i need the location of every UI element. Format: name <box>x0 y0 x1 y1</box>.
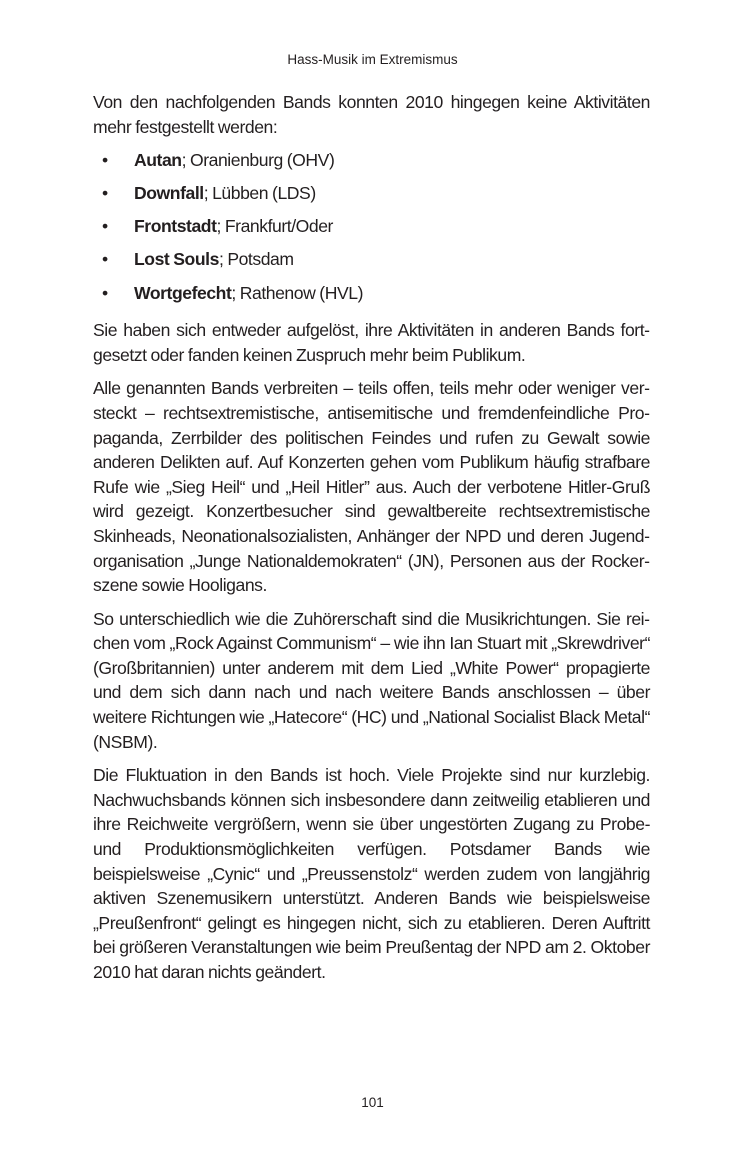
paragraph-music-styles: So unterschiedlich wie die Zuhörerschaft sind die Musikrichtungen. Sie reichen vom „Rock Against Communism“ – wie ihn Ian Stuart mit „Skrewdriver“ (Großbritannien) unter anderem mit dem Lied „White Power“ propagierte und dem sich dann nach und nach weitere Bands anschlossen – über weitere Richtungen wie „Hatecore“ (HC) und „National Socialist Black Metal“ (NSBM). <box>93 608 650 752</box>
paragraph-propaganda: Alle genannten Bands verbreiten – teils offen, teils mehr oder weniger versteckt – rechtsextremistische, antisemitische und fremdenfeindliche Propaganda, Zerrbilder des politischen Feindes und rufen zu Gewalt sowie anderen Delikten auf. Auf Konzerten gehen vom Publikum häufig strafbare Rufe wie „Sieg Heil“ und „Heil Hitler” aus. Auch der verbotene Hitler-Gruß wird gezeigt. Konzertbesucher sind gewaltbereite rechtsextremistische Skinheads, Neonationalsozialisten, Anhänger der NPD und deren Jugendorganisation „Junge Nationaldemokraten“ (JN), Personen aus der Rockerszene sowie Hooligans. <box>93 378 650 596</box>
list-item <box>93 281 650 306</box>
band-location: ; Frankfurt/Oder <box>216 216 333 237</box>
bullet-glyph: • <box>102 150 108 171</box>
list-item <box>93 247 650 272</box>
band-name: Wortgefecht <box>134 282 232 303</box>
band-location: ; Lübben (LDS) <box>203 183 316 204</box>
band-name: Frontstadt <box>134 216 217 237</box>
intro-paragraph: Von den nachfolgenden Bands konnten 2010 hingegen keine Aktivitäten mehr festgestellt werden: <box>93 92 650 137</box>
paragraph-dissolution: Sie haben sich entweder aufgelöst, ihre Aktivitäten in anderen Bands fortgesetzt oder fanden keinen Zuspruch mehr beim Publikum. <box>93 320 650 365</box>
band-name: Lost Souls <box>134 249 219 270</box>
band-location: ; Potsdam <box>218 249 294 270</box>
bullet-glyph: • <box>102 282 108 303</box>
band-list <box>93 148 650 305</box>
bullet-glyph: • <box>102 249 108 270</box>
band-location: ; Rathenow (HVL) <box>231 282 363 303</box>
page-number: 101 <box>361 1095 384 1110</box>
band-name: Autan <box>134 150 182 171</box>
body-text <box>93 90 650 994</box>
paragraph-fluctuation: Die Fluktuation in den Bands ist hoch. Viele Projekte sind nur kurzlebig. Nachwuchsbands können sich insbesondere dann zeitweilig etablieren und ihre Reichweite vergrößern, wenn sie über ungestörten Zugang zu Probe- und Produktionsmöglichkeiten verfügen. Potsdamer Bands wie beispielsweise „Cynic“ und „Preussenstolz“ werden zudem von langjährig aktiven Szenemusikern unterstützt. Anderen Bands wie beispielsweise „Preußenfront“ gelingt es hingegen nicht, sich zu etablieren. Deren Auftritt bei größeren Veranstaltungen wie beim Preußentag der NPD am 2. Oktober 2010 hat daran nichts geändert. <box>93 765 650 982</box>
band-location: ; Oranienburg (OHV) <box>181 150 335 171</box>
bullet-glyph: • <box>102 216 108 237</box>
list-item <box>93 148 650 173</box>
running-header: Hass-Musik im Extremismus <box>287 52 458 67</box>
list-item <box>93 181 650 206</box>
bullet-glyph: • <box>102 183 108 204</box>
list-item <box>93 214 650 239</box>
band-name: Downfall <box>134 183 204 204</box>
